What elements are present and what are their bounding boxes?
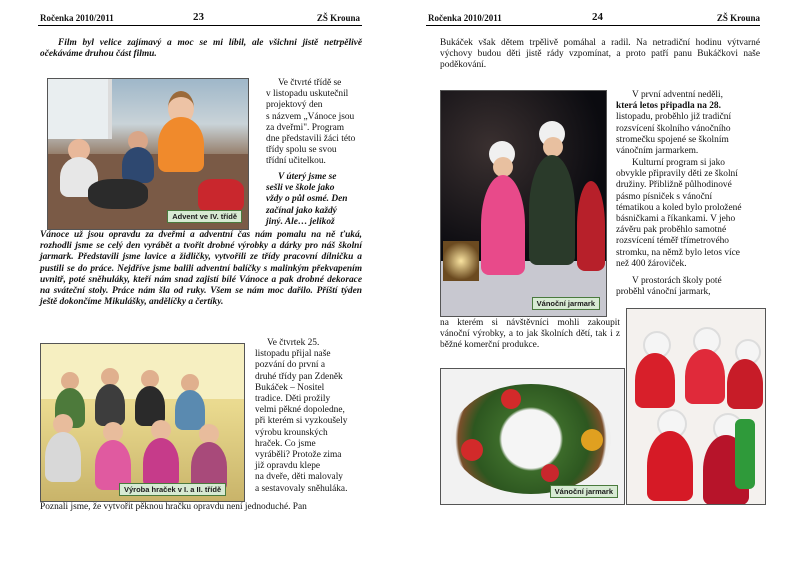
text-line: velmi pěkné dopoledne, — [255, 405, 345, 416]
p1-paragraph: Bukáček však dětem trpělivě pomáhal a radil. Na netradiční hodinu výtvarné výchovy budou děti jistě rády vzpomínat, a proto patří panu Bukáčkovi naše poděkování. — [440, 38, 760, 71]
text-line: rozsvícení téměř třímetrového — [616, 236, 729, 247]
photo-market-dolls — [626, 308, 766, 505]
p3-side-column — [266, 172, 362, 228]
photo-advent-class — [47, 78, 249, 230]
photo-caption: Vánoční jarmark — [532, 297, 600, 310]
right-page — [400, 0, 800, 566]
child-head — [103, 422, 123, 442]
text-line: dne představili žáci této — [266, 134, 356, 145]
photo-caption: Advent ve IV. třídě — [167, 210, 242, 223]
text-line: vánočním jarmarkem. — [616, 146, 699, 157]
green-doll — [735, 419, 755, 489]
text-line: než 400 žároviček. — [616, 258, 687, 269]
doll-figure — [635, 353, 675, 408]
window — [48, 79, 112, 139]
text-line: tématikou a koled bylo proložené — [616, 202, 742, 213]
text-line: Bukáček – Nositel — [255, 382, 325, 393]
text-line: již opravdu klepe — [255, 461, 321, 472]
text-line: Kulturní program si jako — [632, 158, 725, 168]
text-line: začínal jako každý — [266, 205, 337, 216]
text-line: s názvem „Vánoce jsou — [266, 111, 355, 122]
child-figure — [158, 117, 204, 172]
child-head — [151, 420, 171, 440]
child-head — [53, 414, 73, 434]
p2-side-column — [266, 78, 362, 168]
doll-figure — [647, 431, 693, 501]
child-figure — [143, 438, 179, 488]
text-line: tradice. Děti prožily — [255, 394, 331, 405]
text-line: sešli ve škole jako — [266, 183, 335, 194]
text-line: která letos připadla na 28. — [616, 101, 721, 112]
intro-paragraph: Film byl velice zajímavý a moc se mi líbil, ale všichni jistě netrpělivě očekáváme druhou část filmu. — [40, 38, 362, 60]
p4-side-column — [616, 276, 760, 298]
text-line: Ve čtvrtek 25. — [267, 338, 320, 348]
text-line: a sestavovaly sněhuláka. — [255, 483, 348, 494]
p4-side-column — [255, 338, 362, 495]
text-line: jiný. Ale… jelikož — [266, 216, 335, 227]
ornament — [541, 464, 559, 482]
doll-figure — [727, 359, 763, 409]
text-line: Ve čtvrté třídě se — [278, 78, 342, 88]
lights — [443, 241, 479, 281]
header-title: Ročenka 2010/2011 — [40, 13, 114, 23]
singer-head — [543, 137, 563, 157]
text-line: druhé třídy pan Zdeněk — [255, 371, 343, 382]
text-line: vždy o půl osmé. Den — [266, 194, 348, 205]
header-rule — [38, 25, 362, 26]
text-line: závěru pak proběhlo samotné — [616, 225, 727, 236]
singer-figure — [481, 175, 525, 275]
header-school: ZŠ Krouna — [716, 13, 760, 23]
child-figure — [577, 181, 605, 271]
header-title: Ročenka 2010/2011 — [428, 13, 502, 23]
text-line: projektový den — [266, 100, 323, 111]
p3-full-width: Vánoce už jsou opravdu za dveřmi a adventní čas nám pomalu na ně ťuká, rozhodli jsme se celý den vyrábět a tvořit drobné výrobky a dárky pro náš školní jarmark. Představili jsme lavice a židličky, vytvořili ze třídy pracovní dílničku a pustili se do práce. Nejdříve jsme balili adventní balíčky s malinkým překvapením uvnitř, poté sněhuláky, kteří nám snad zajistí bílé Vánoce a pak drobné dekorace na sváteční stoly. Práce nám šla od ruky. Všem se nám moc dařilo. Příští týden ještě dokončíme Mikulášky, andělíčky a čertíky. — [40, 230, 362, 308]
child-figure — [175, 390, 205, 430]
text-line: třídy spolu se svou — [266, 145, 337, 156]
child-figure — [122, 147, 154, 183]
basket — [198, 179, 244, 214]
text-line: listopadu, proběhlo již tradiční — [616, 112, 732, 123]
header-rule — [426, 25, 760, 26]
text-line: listopadu přijal naše — [255, 349, 331, 360]
text-line: obvykle připravily děti ze školní — [616, 169, 738, 180]
singer-figure — [529, 155, 575, 265]
photo-caption: Výroba hraček v I. a II. třídě — [119, 483, 226, 496]
ornament — [501, 389, 521, 409]
text-line: třídní učitelkou. — [266, 156, 326, 167]
page-number: 24 — [592, 11, 603, 23]
p3-side-column — [616, 158, 760, 270]
text-line: V první adventní neděli, — [632, 90, 723, 100]
p4-last-line: Poznali jsme, že vytvořit pěknou hračku opravdu není jednoduché. Pan — [40, 502, 307, 512]
text-line: básničkami a říkankami. V jeho — [616, 214, 736, 225]
text-line: stromku, na němž bylo letos více — [616, 247, 740, 258]
text-line: proběhl vánoční jarmark, — [616, 287, 711, 298]
text-line: rozsvícení školního vánočního — [616, 123, 731, 134]
text-line: vyráběli? Protože zima — [255, 450, 342, 461]
doll-figure — [685, 349, 725, 404]
child-head — [199, 424, 219, 444]
p4-full-width: na kterém si návštěvníci mohli zakoupit vánoční výrobky, a to jak školních dětí, tak i z běžné komerční produkce. — [440, 318, 620, 351]
photo-caption: Vánoční jarmark — [550, 485, 618, 498]
page-number: 23 — [193, 11, 204, 23]
header-school: ZŠ Krouna — [316, 13, 360, 23]
text-line: V úterý jsme se — [278, 172, 337, 182]
photo-night-singers — [440, 90, 607, 317]
photo-toy-making — [40, 343, 245, 502]
text-line: pozvání do první a — [255, 360, 326, 371]
child-figure — [45, 432, 81, 482]
p2-side-column — [616, 90, 760, 157]
singer-head — [493, 157, 513, 177]
text-line: hraček. Co jsme — [255, 438, 316, 449]
bag — [88, 179, 148, 209]
text-line: za dveřmi". Program — [266, 122, 345, 133]
text-line: na dveře, děti malovaly — [255, 472, 343, 483]
text-line: stromečku spojené se školním — [616, 134, 729, 145]
text-line: výrobu krounských — [255, 427, 328, 438]
text-line: při kterém si vyzkoušely — [255, 416, 348, 427]
ornament — [581, 429, 603, 451]
text-line: družiny. Přibližně půlhodinové — [616, 180, 732, 191]
child-figure — [95, 384, 125, 426]
photo-advent-wreath — [440, 368, 625, 505]
text-line: V prostorách školy poté — [632, 276, 722, 286]
text-line: v listopadu uskutečnil — [266, 89, 349, 100]
text-line: pásmo písniček s vánoční — [616, 191, 713, 202]
ornament — [461, 439, 483, 461]
